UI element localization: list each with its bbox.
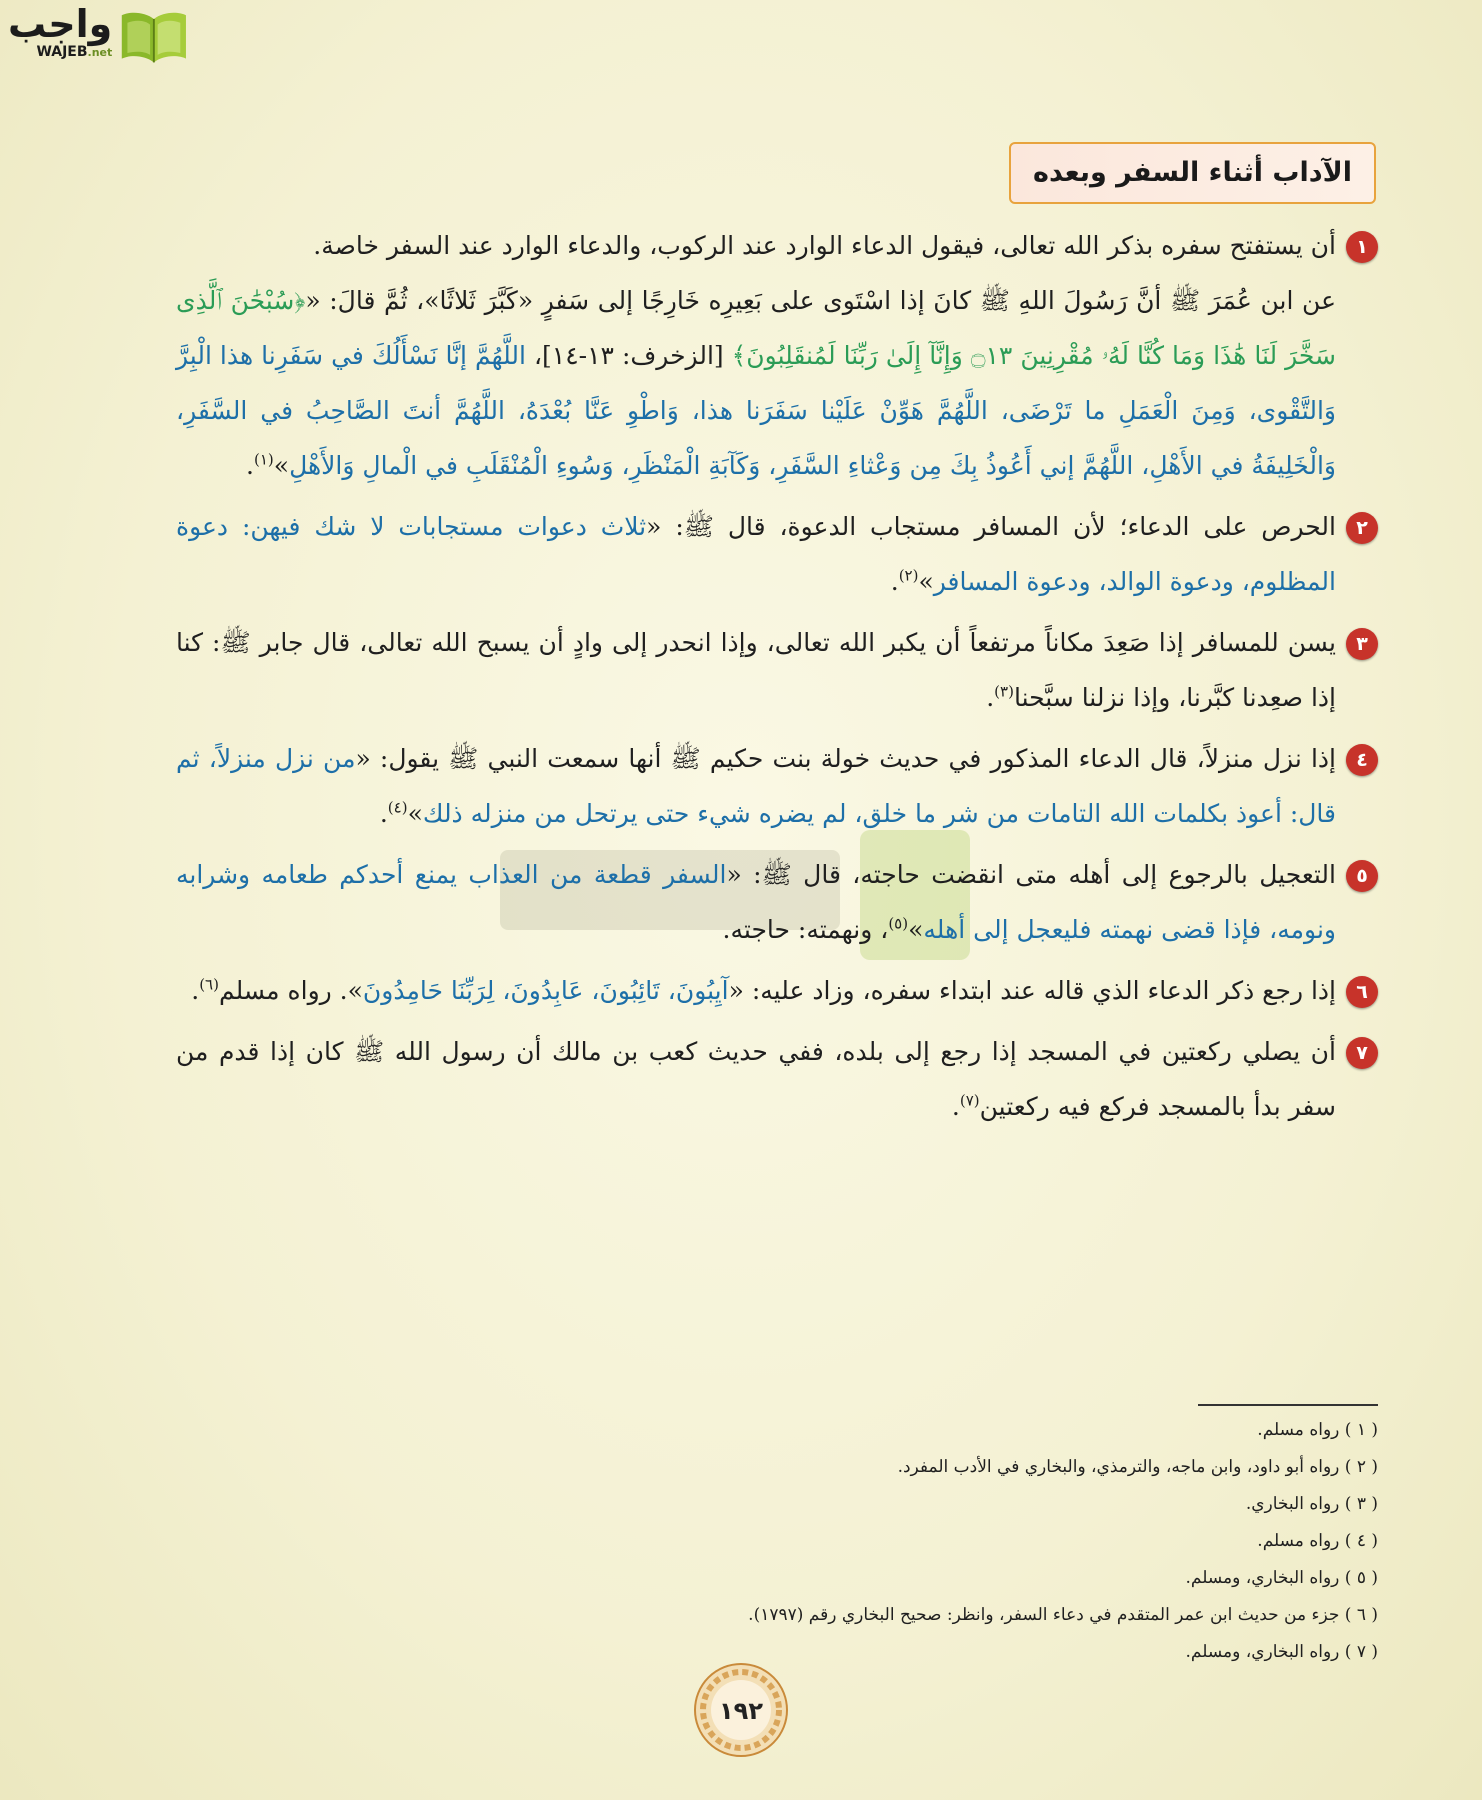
- footnote-ref: (٣): [994, 682, 1014, 701]
- item-narration: عن ابن عُمَرَ ﷺ أنَّ رَسُولَ اللهِ ﷺ كانَ إذا اسْتَوى على بَعِيرِه خَارِجًا إلى سَفرٍ «كَبَّرَ ثَلاثًا»، ثُمَّ قالَ: «﴿سُبْحَٰنَ ٱلَّذِى سَخَّرَ لَنَا هَٰذَا وَمَا كُنَّا لَهُۥ مُقْرِنِينَ ۝١٣ وَإِنَّآ إِلَىٰ رَبِّنَا لَمُنقَلِبُونَ﴾ [الزخرف: ١٣-١٤]، اللَّهُمَّ إنَّا نَسْأَلُكَ في سَفَرِنا هذا الْبِرَّ وَالتَّقْوى، وَمِنَ الْعَمَلِ ما تَرْضَى، اللَّهُمَّ هَوِّنْ عَلَيْنا سَفَرَنا هذا، وَاطْوِ عَنَّا بُعْدَهُ، اللَّهُمَّ أنتَ الصَّاحِبُ في السَّفَرِ، وَالْخَلِيفَةُ في الأَهْلِ، اللَّهُمَّ إني أَعُوذُ بِكَ مِن وَعْثاءِ السَّفَرِ، وَكَآبَةِ الْمَنْظَرِ، وَسُوءِ الْمُنْقَلَبِ في الْمالِ وَالأَهْلِ»$^{(١)}$.: [176, 286, 1336, 480]
- list-item: [176, 615, 1378, 725]
- item-number-badge: ٧: [1346, 1037, 1378, 1069]
- footnote-item: ( ٢ ) رواه أبو داود، وابن ماجه، والترمذي، والبخاري في الأدب المفرد.: [897, 1457, 1378, 1477]
- item-text: يسن للمسافر إذا صَعِدَ مكاناً مرتفعاً أن يكبر الله تعالى، وإذا انحدر إلى وادٍ أن يسبح الله تعالى، قال جابر ﷺ: كنا إذا صعِدنا كبَّرنا، وإذا نزلنا سبَّحنا$^{(٣)}$.: [176, 628, 1336, 712]
- item-number-badge: ١: [1346, 231, 1378, 263]
- footnote-ref: (١): [253, 450, 274, 469]
- list-item: [176, 847, 1378, 957]
- footnote-item: ( ٤ ) رواه مسلم.: [1257, 1531, 1378, 1551]
- footnote-item: ( ١ ) رواه مسلم.: [1257, 1420, 1378, 1440]
- main-content: [176, 218, 1378, 1140]
- item-number-badge: ٣: [1346, 628, 1378, 660]
- item-text: إذا رجع ذكر الدعاء الذي قاله عند ابتداء سفره، وزاد عليه: «آيِبُونَ، تَائِبُونَ، عَابِدُونَ، لِرَبِّنَا حَامِدُونَ». رواه مسلم$^{(٦)}$.: [191, 975, 1336, 1005]
- hadith-text: السفر قطعة من العذاب يمنع أحدكم طعامه وشرابه ونومه، فإذا قضى نهمته فليعجل إلى أهله: [176, 860, 1336, 944]
- page-number: ١٩٢: [719, 1697, 763, 1725]
- page-number-badge: [693, 1662, 789, 1758]
- hadith-text: من نزل منزلاً، ثم قال: أعوذ بكلمات الله التامات من شر ما خلق، لم يضره شيء حتى يرتحل من منزله ذلك: [176, 744, 1336, 828]
- item-text: التعجيل بالرجوع إلى أهله متى انقضت حاجته، قال ﷺ: «السفر قطعة من العذاب يمنع أحدكم طعامه وشرابه ونومه، فإذا قضى نهمته فليعجل إلى أهله»$^{(٥)}$، ونهمته: حاجته.: [176, 860, 1336, 944]
- footnote-divider: [1198, 1404, 1378, 1406]
- section-title: الآداب أثناء السفر وبعده: [1009, 142, 1376, 204]
- list-item: [176, 1024, 1378, 1134]
- quran-verse: ﴿سُبْحَٰنَ ٱلَّذِى سَخَّرَ لَنَا هَٰذَا وَمَا كُنَّا لَهُۥ مُقْرِنِينَ ۝١٣ وَإِنَّآ إِلَىٰ رَبِّنَا لَمُنقَلِبُونَ﴾: [176, 286, 1336, 370]
- logo-latin: WAJEB.net: [36, 44, 113, 60]
- item-text: أن يصلي ركعتين في المسجد إذا رجع إلى بلده، ففي حديث كعب بن مالك أن رسول الله ﷺ كان إذا قدم من سفر بدأ بالمسجد فركع فيه ركعتين$^{(٧)}$.: [176, 1037, 1336, 1121]
- hadith-text: ثلاث دعوات مستجابات لا شك فيهن: دعوة المظلوم، ودعوة الوالد، ودعوة المسافر: [176, 512, 1336, 596]
- footnote-item: ( ٣ ) رواه البخاري.: [1245, 1494, 1378, 1514]
- site-logo[interactable]: [8, 4, 190, 68]
- item-number-badge: ٤: [1346, 744, 1378, 776]
- footnote-ref: (٦): [199, 975, 219, 994]
- hadith-text: اللَّهُمَّ إنَّا نَسْأَلُكَ في سَفَرِنا هذا الْبِرَّ وَالتَّقْوى، وَمِنَ الْعَمَلِ ما تَرْضَى، اللَّهُمَّ هَوِّنْ عَلَيْنا سَفَرَنا هذا، وَاطْوِ عَنَّا بُعْدَهُ، اللَّهُمَّ أنتَ الصَّاحِبُ في السَّفَرِ، وَالْخَلِيفَةُ في الأَهْلِ، اللَّهُمَّ إني أَعُوذُ بِكَ مِن وَعْثاءِ السَّفَرِ، وَكَآبَةِ الْمَنْظَرِ، وَسُوءِ الْمُنْقَلَبِ في الْمالِ وَالأَهْلِ: [176, 341, 1336, 480]
- logo-text: [8, 4, 112, 61]
- item-number-badge: ٢: [1346, 512, 1378, 544]
- footnote-ref: (٢): [898, 566, 919, 585]
- list-item: [176, 218, 1378, 493]
- item-text: الحرص على الدعاء؛ لأن المسافر مستجاب الدعوة، قال ﷺ: «ثلاث دعوات مستجابات لا شك فيهن: دعوة المظلوم، ودعوة الوالد، ودعوة المسافر»$^{(٢)}$.: [176, 512, 1336, 596]
- item-text: أن يستفتح سفره بذكر الله تعالى، فيقول الدعاء الوارد عند الركوب، والدعاء الوارد عند السفر خاصة.: [313, 231, 1336, 260]
- item-number-badge: ٦: [1346, 976, 1378, 1008]
- list-item: [176, 731, 1378, 841]
- item-text: إذا نزل منزلاً، قال الدعاء المذكور في حديث خولة بنت حكيم ﷺ أنها سمعت النبي ﷺ يقول: «من نزل منزلاً، ثم قال: أعوذ بكلمات الله التامات من شر ما خلق، لم يضره شيء حتى يرتحل من منزله ذلك»$^{(٤)}$.: [176, 744, 1336, 828]
- logo-arabic: واجب: [8, 2, 113, 46]
- hadith-text: آيِبُونَ، تَائِبُونَ، عَابِدُونَ، لِرَبِّنَا حَامِدُونَ: [362, 976, 729, 1005]
- list-item: [176, 499, 1378, 609]
- list-item: [176, 963, 1378, 1018]
- footnote-item: ( ٦ ) جزء من حديث ابن عمر المتقدم في دعاء السفر، وانظر: صحيح البخاري رقم (١٧٩٧).: [748, 1605, 1378, 1625]
- book-icon: [118, 6, 190, 66]
- footnotes: [578, 1404, 1378, 1671]
- item-number-badge: ٥: [1346, 860, 1378, 892]
- footnote-ref: (٧): [959, 1091, 980, 1110]
- footnote-ref: (٤): [387, 798, 408, 817]
- footnote-item: ( ٥ ) رواه البخاري، ومسلم.: [1185, 1568, 1378, 1588]
- footnote-item: ( ٧ ) رواه البخاري، ومسلم.: [1185, 1642, 1378, 1662]
- footnote-ref: (٥): [888, 914, 909, 933]
